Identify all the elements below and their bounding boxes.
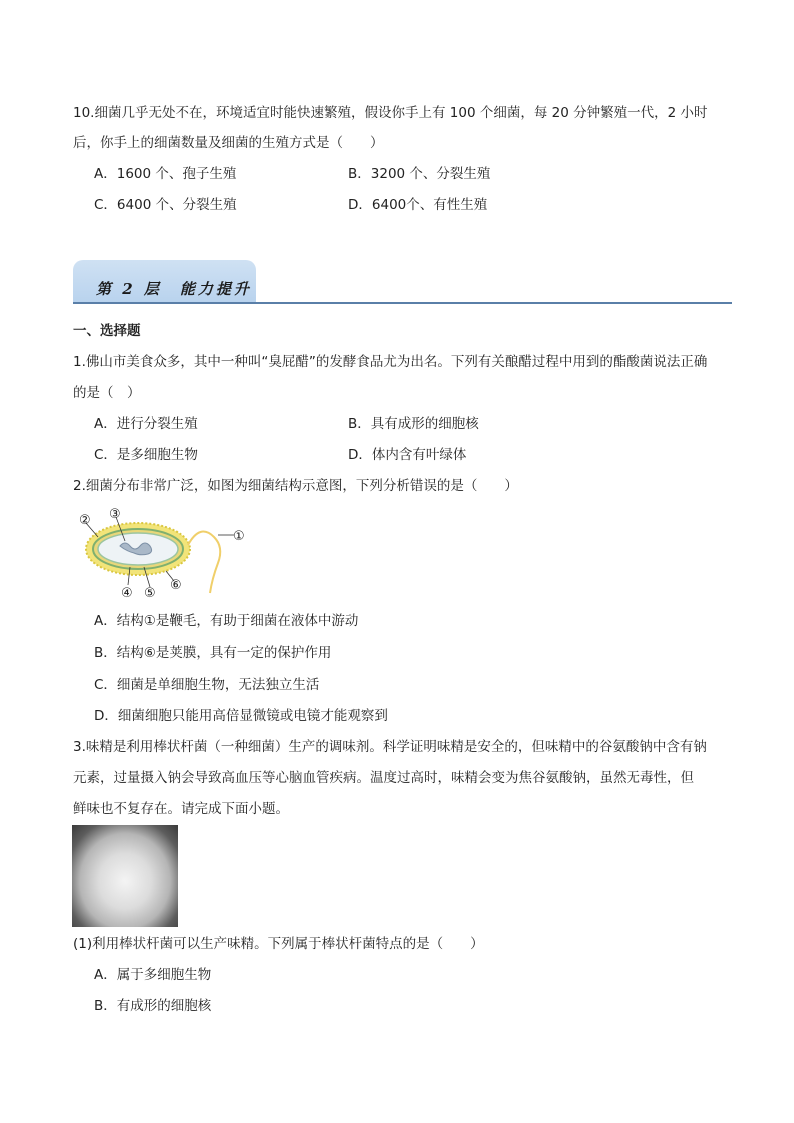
q1-option-d[interactable]: D．体内含有叶绿体 [348,447,467,463]
q10-option-b[interactable]: B．3200 个、分裂生殖 [348,166,491,182]
q3-sub1-option-a[interactable]: A．属于多细胞生物 [94,967,212,983]
q3-sub1-stem: (1)利用棒状杆菌可以生产味精。下列属于棒状杆菌特点的是（ ） [73,936,484,952]
diagram-label-1: ① [233,529,245,544]
section-title: 第 2 层 能力提升 [96,280,252,298]
section-subheading: 一、选择题 [73,323,141,339]
q1-stem-line1: 1.佛山市美食众多，其中一种叫“臭屁醋”的发酵食品尤为出名。下列有关酿醋过程中用到的酯酸菌说法正确 [73,354,708,370]
diagram-label-3: ③ [109,507,121,522]
q2-option-c[interactable]: C．细菌是单细胞生物，无法独立生活 [94,677,320,693]
section-divider [73,302,732,304]
msg-crystals-photo [72,825,178,927]
diagram-label-4: ④ [121,586,133,601]
q10-stem-line2: 后，你手上的细菌数量及细菌的生殖方式是（ ） [73,135,384,151]
q2-option-d[interactable]: D．细菌细胞只能用高倍显微镜或电镜才能观察到 [94,708,388,724]
q3-stem-line1: 3.味精是利用棒状杆菌（一种细菌）生产的调味剂。科学证明味精是安全的，但味精中的谷氨酸钠中含有钠 [73,739,707,755]
bacteria-structure-diagram [70,501,255,601]
q2-option-a[interactable]: A．结构①是鞭毛，有助于细菌在液体中游动 [94,613,359,629]
q3-stem-line2: 元素，过量摄入钠会导致高血压等心脑血管疾病。温度过高时，味精会变为焦谷氨酸钠，虽然无毒性，但 [73,770,694,786]
q2-option-b[interactable]: B．结构⑥是荚膜，具有一定的保护作用 [94,645,332,661]
q10-option-a[interactable]: A．1600 个、孢子生殖 [94,166,237,182]
q1-option-c[interactable]: C．是多细胞生物 [94,447,198,463]
q10-option-c[interactable]: C．6400 个、分裂生殖 [94,197,237,213]
q10-stem-line1: 10.细菌几乎无处不在，环境适宜时能快速繁殖，假设你手上有 100 个细菌，每 20 分钟繁殖一代，2 小时 [73,105,708,121]
diagram-label-6: ⑥ [170,578,182,593]
q2-stem: 2.细菌分布非常广泛，如图为细菌结构示意图，下列分析错误的是（ ） [73,478,518,494]
q1-option-a[interactable]: A．进行分裂生殖 [94,416,198,432]
diagram-label-5: ⑤ [144,586,156,601]
diagram-label-2: ② [79,513,91,528]
q3-sub1-option-b[interactable]: B．有成形的细胞核 [94,998,212,1014]
q3-stem-line3: 鲜味也不复存在。请完成下面小题。 [73,801,289,817]
q1-option-b[interactable]: B．具有成形的细胞核 [348,416,479,432]
q10-option-d[interactable]: D．6400个、有性生殖 [348,197,488,213]
bacteria-flagellum [188,532,220,593]
q1-stem-line2: 的是（ ） [73,385,141,401]
